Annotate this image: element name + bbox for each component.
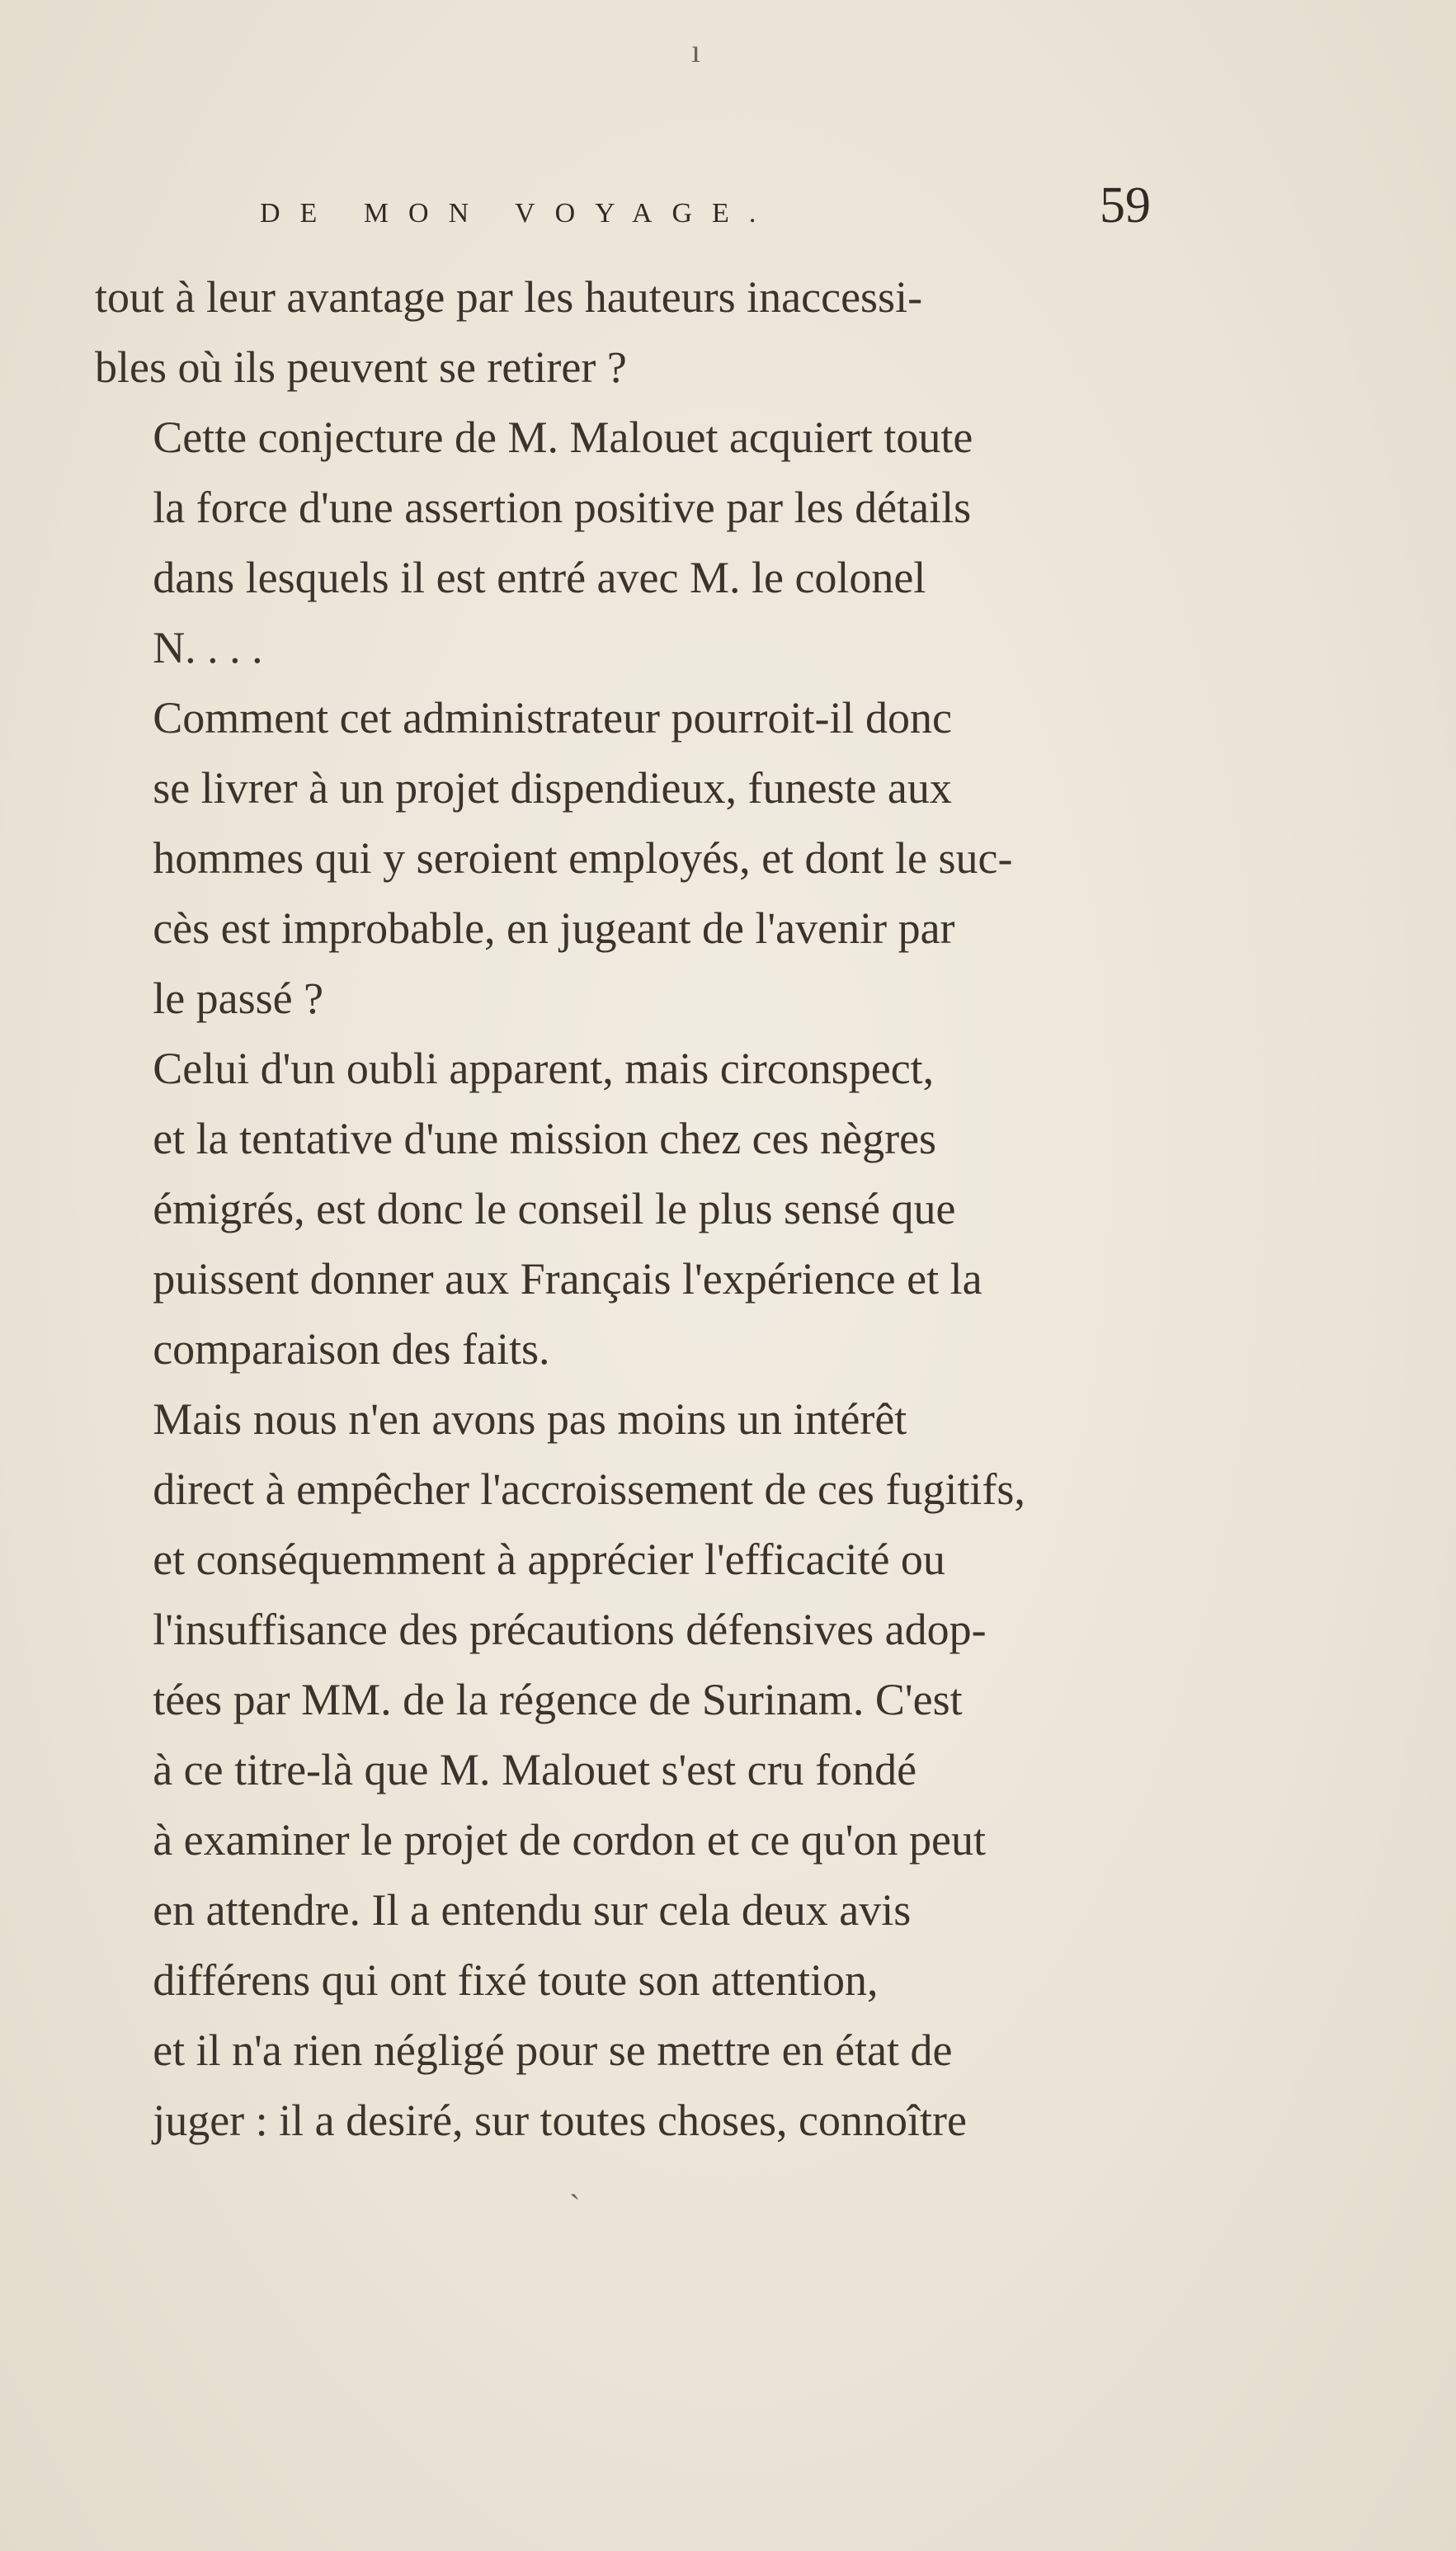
text-line: l'insuffisance des précautions défensives adop- bbox=[153, 1605, 987, 1654]
ink-speck-top: ı bbox=[691, 32, 701, 69]
text-line: émigrés, est donc le conseil le plus sensé que bbox=[153, 1184, 956, 1233]
text-line: cès est improbable, en jugeant de l'avenir par bbox=[153, 903, 955, 953]
paragraph bbox=[95, 683, 1151, 1034]
text-line: N. . . . bbox=[153, 623, 263, 672]
body-text bbox=[95, 262, 1151, 2156]
text-line: bles où ils peuvent se retirer ? bbox=[95, 342, 627, 392]
text-line: et conséquemment à apprécier l'efficacité ou bbox=[153, 1535, 945, 1584]
text-line: à examiner le projet de cordon et ce qu'on peut bbox=[153, 1815, 986, 1865]
text-line: tout à leur avantage par les hauteurs inaccessi- bbox=[95, 272, 923, 322]
text-line: et il n'a rien négligé pour se mettre en état de bbox=[153, 2025, 953, 2075]
text-line: puissent donner aux Français l'expérience et la bbox=[153, 1254, 982, 1304]
page-text bbox=[95, 177, 1151, 2156]
text-line: dans lesquels il est entré avec M. le colonel bbox=[153, 553, 926, 602]
text-line: Cette conjecture de M. Malouet acquiert toute bbox=[153, 413, 973, 462]
text-line: hommes qui y seroient employés, et dont le suc- bbox=[153, 833, 1013, 883]
text-line: le passé ? bbox=[153, 974, 324, 1023]
paragraph bbox=[95, 403, 1151, 683]
text-line: Mais nous n'en avons pas moins un intérêt bbox=[153, 1394, 907, 1444]
text-line: Comment cet administrateur pourroit-il donc bbox=[153, 693, 952, 743]
ink-speck-bottom: ˎ bbox=[569, 2162, 581, 2200]
text-line: tées par MM. de la régence de Surinam. C'est bbox=[153, 1675, 963, 1724]
text-line: comparaison des faits. bbox=[153, 1324, 550, 1374]
running-title: DE MON VOYAGE. bbox=[260, 198, 776, 229]
paragraph bbox=[95, 262, 1151, 403]
text-line: direct à empêcher l'accroissement de ces fugitifs, bbox=[153, 1464, 1025, 1514]
text-line: la force d'une assertion positive par les détails bbox=[153, 483, 972, 532]
paragraph bbox=[95, 1384, 1151, 2156]
text-line: différens qui ont fixé toute son attention, bbox=[153, 1955, 879, 2005]
running-head bbox=[95, 177, 1151, 262]
page-number: 59 bbox=[1100, 177, 1151, 233]
text-line: Celui d'un oubli apparent, mais circonspect, bbox=[153, 1044, 935, 1093]
text-line: à ce titre-là que M. Malouet s'est cru fondé bbox=[153, 1745, 917, 1794]
text-line: et la tentative d'une mission chez ces nègres bbox=[153, 1114, 937, 1163]
paragraph bbox=[95, 1034, 1151, 1384]
text-line: en attendre. Il a entendu sur cela deux avis bbox=[153, 1885, 912, 1935]
text-line: se livrer à un projet dispendieux, funeste aux bbox=[153, 763, 952, 813]
text-line: juger : il a desiré, sur toutes choses, connoître bbox=[153, 2096, 967, 2145]
